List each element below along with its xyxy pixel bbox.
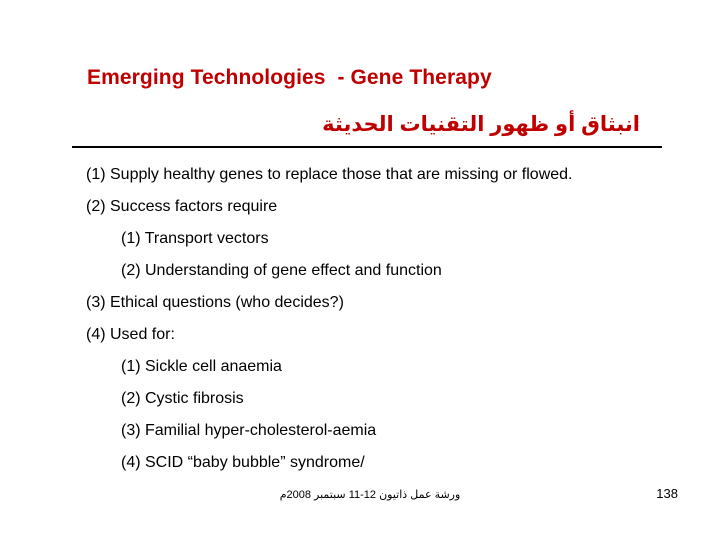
- sub-bullet-item: (3) Familial hyper-cholesterol-aemia: [121, 422, 377, 439]
- sub-bullet-item: (1) Transport vectors: [121, 230, 269, 247]
- arabic-subtitle: انبثاق أو ظهور التقنيات الحديثة: [322, 113, 640, 136]
- page-number: 138: [656, 486, 678, 501]
- title-divider: [72, 146, 662, 148]
- footer-text: ورشة عمل ذاتيون 12-11 سبتمبر 2008م: [279, 489, 461, 501]
- bullet-item: (3) Ethical questions (who decides?): [86, 294, 344, 311]
- sub-bullet-item: (2) Understanding of gene effect and function: [121, 262, 442, 279]
- sub-bullet-item: (2) Cystic fibrosis: [121, 390, 244, 407]
- bullet-item: (2) Success factors require: [86, 198, 278, 215]
- slide-title: Emerging Technologies - Gene Therapy: [87, 66, 492, 89]
- bullet-item: (4) Used for:: [86, 326, 175, 343]
- bullet-item: (1) Supply healthy genes to replace those that are missing or flowed.: [86, 166, 573, 183]
- sub-bullet-item: (1) Sickle cell anaemia: [121, 358, 282, 375]
- sub-bullet-item: (4) SCID “baby bubble” syndrome/: [121, 454, 365, 471]
